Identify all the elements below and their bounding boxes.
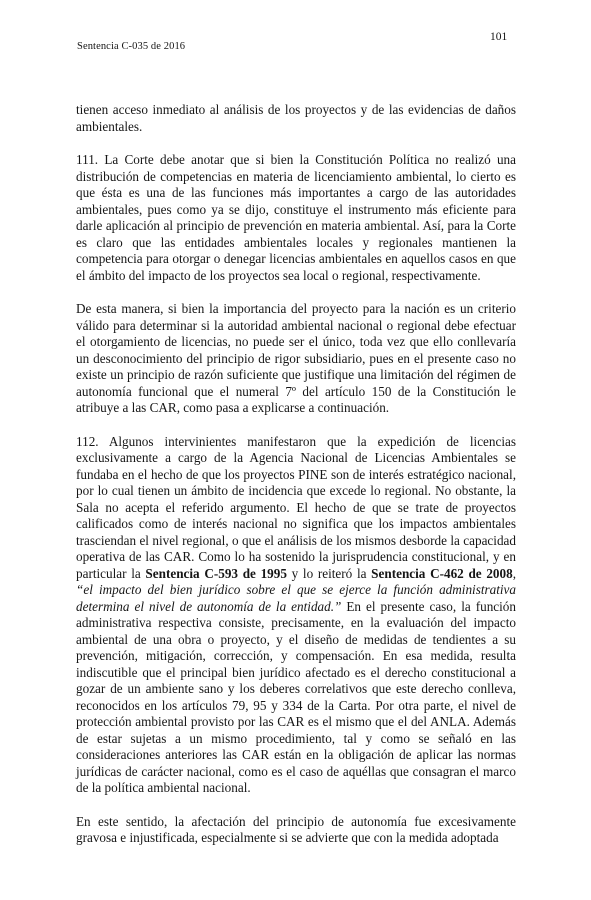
- paragraph-112-text-4: En el presente caso, la función administrativa respectiva consiste, precisamente, en la evaluación del impacto ambiental de una obra o proyecto, y el diseño de medidas de tendientes a su prevención, mitigación, corrección, y compensación. En esa medida, resulta indiscutible que el principal bien jurídico afectado es el derecho constitucional a gozar de un ambiente sano y los deberes correlativos que este derecho conlleva, reconocidos en los artículos 79, 95 y 334 de la Carta. Por otra parte, el nivel de protección ambiental provisto por las CAR es el mismo que el del ANLA. Además de estar sujetas a un mismo procedimiento, tal y como se señaló en las consideraciones anteriores las CAR están en la obligación de aplicar las normas jurídicas de carácter nacional, como es el caso de aquéllas que consagran el marco de la política ambiental nacional.: [76, 598, 516, 795]
- paragraph-111: 111. La Corte debe anotar que si bien la Constitución Política no realizó una distribución de competencias en materia de licenciamiento ambiental, lo cierto es que ésta es una de las funciones más importantes a cargo de las autoridades ambientales, pues como ya se dijo, constituye el instrumento más eficiente para darle aplicación al principio de prevención en materia ambiental. Así, para la Corte es claro que las entidades ambientales locales y regionales mantienen la competencia para otorgar o denegar licencias ambientales en aquellos casos en que el ámbito del impacto de los proyectos sea local o regional, respectivamente.: [76, 152, 516, 283]
- paragraph-de-esta-manera: De esta manera, si bien la importancia del proyecto para la nación es un criterio válido para determinar si la autoridad ambiental nacional o regional debe efectuar el otorgamiento de licencias, no puede ser el único, toda vez que ello conllevaría un desconocimiento del principio de rigor subsidiario, pues en el presente caso no existe un principio de razón suficiente que justifique una limitación del régimen de autonomía funcional que el numeral 7º del artículo 150 de la Constitución le atribuye a las CAR, como pasa a explicarse a continuación.: [76, 301, 516, 415]
- page-number: 101: [490, 31, 508, 43]
- citation-sentencia-c-462: Sentencia C-462 de 2008: [371, 565, 513, 581]
- document-header-title: Sentencia C-035 de 2016: [77, 41, 186, 52]
- paragraph-continuation: tienen acceso inmediato al análisis de los proyectos y de las evidencias de daños ambientales.: [76, 102, 516, 134]
- quoted-jurisprudence: “el impacto del bien jurídico sobre el que se ejerce la función administrativa determina el nivel de autonomía de la entidad.”: [76, 582, 516, 614]
- paragraph-en-este-sentido: En este sentido, la afectación del principio de autonomía fue excesivamente gravosa e injustificada, especialmente si se advierte que con la medida adoptada: [76, 813, 516, 845]
- paragraph-112-text-1: 112. Algunos intervinientes manifestaron que la expedición de licencias exclusivamente a cargo de la Agencia Nacional de Licencias Ambientales se fundaba en el hecho de que los proyectos PINE son de interés estratégico nacional, por lo cual tienen un ámbito de incidencia que excede lo regional. No obstante, la Sala no acepta el referido argumento. El hecho de que se trate de proyectos calificados como de interés nacional no significa que los impactos ambientales trasciendan el nivel regional, o que el análisis de los mismos desborde la capacidad operativa de las CAR. Como lo ha sostenido la jurisprudencia constitucional, y en particular la: [76, 433, 516, 581]
- document-body: [76, 102, 516, 847]
- citation-sentencia-c-593: Sentencia C-593 de 1995: [145, 565, 287, 581]
- paragraph-112-text-3: ,: [512, 565, 516, 581]
- paragraph-112: [76, 434, 516, 797]
- paragraph-112-text-2: y lo reiteró la: [286, 565, 372, 581]
